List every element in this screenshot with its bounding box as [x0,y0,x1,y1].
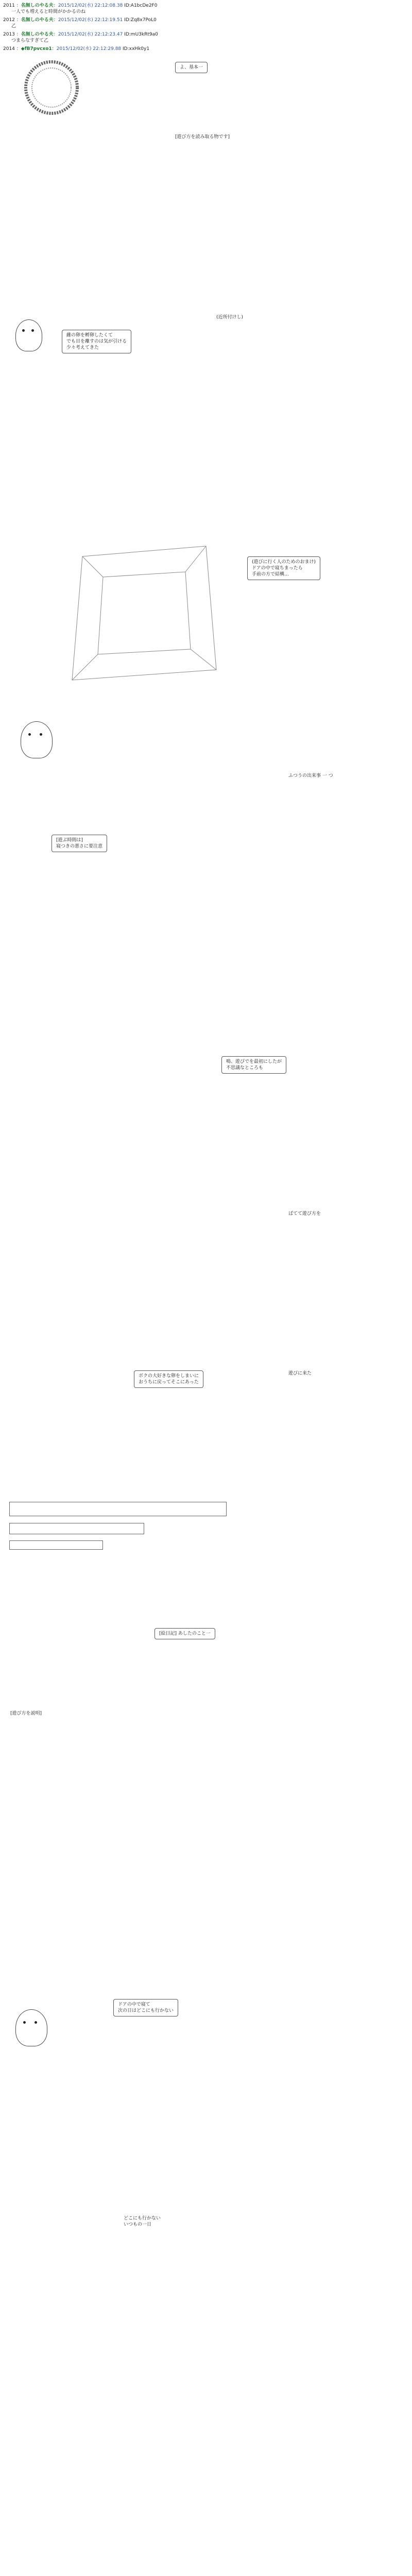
ring-art [21,57,82,118]
character-avatar [21,721,53,758]
blank-panel [9,1523,144,1534]
speech-bubble: ドアの中で寝て 次の日はどこにも行かない [113,1999,178,2016]
character-avatar [15,2009,47,2046]
speech-bubble: 鳴、遊びでを最初にしたが 不思議なところも [221,1056,286,1074]
post-header: 2013 ：名無しのやる夫：2015/12/02(水) 22:12:23.47 ID:mU3kRt9a0 [3,32,158,37]
caption: ふつうの出来事 一 つ [288,773,333,778]
post-body: 一人でも増えると時間がかかるのね [11,9,86,14]
speech-bubble: 雌の卵を孵卵したくて でも目を離すのは気が引ける 少々考えてきた [62,330,131,353]
speech-bubble: [絵日記] あしたのこと一 [154,1628,215,1639]
scene-art [62,536,227,690]
eye [28,733,31,736]
speech-bubble: (遊びに行く人のためのおまけ) ドアの中で寝ちまったら 手前の方で結構… [247,556,320,580]
caption: (近所付けし) [216,315,244,320]
eye [40,733,42,736]
caption: [遊び方を説明] [10,1711,42,1716]
post-header: 2011 ：名無しのやる夫：2015/12/02(水) 22:12:08.38 ID:A1bcDe2F0 [3,3,158,8]
eye [31,329,34,332]
caption: どこにも行かない いつもの一日 [124,2216,161,2227]
blank-panel [9,1540,103,1550]
post-body: つまらなすぎて乙 [11,38,49,43]
speech-bubble: よ、基本一 [175,62,208,73]
eye [23,2021,26,2024]
character-avatar [15,319,42,351]
post-header: 2014 ：◆fB7pvcxo1：2015/12/02(水) 22:12:29.88 ID:xxHk0y1 [3,46,150,52]
speech-bubble: ボクの大好きな卵をしまいに おうちに戻ってそこにあった [134,1370,203,1388]
eye [35,2021,37,2024]
caption: [遊び方を読み取る物です] [175,134,230,140]
post-body: 乙 [11,24,16,29]
speech-bubble: [遊ぶ時間は] 寝つきの悪さに要注意 [52,835,107,852]
caption: 遊びに来た [288,1371,312,1376]
blank-panel [9,1502,227,1516]
caption: ばてて遊び方を [288,1211,321,1216]
post-header: 2012 ：名無しのやる夫：2015/12/02(水) 22:12:19.51 ID:Zq8x7PoL0 [3,18,157,23]
eye [22,329,25,332]
